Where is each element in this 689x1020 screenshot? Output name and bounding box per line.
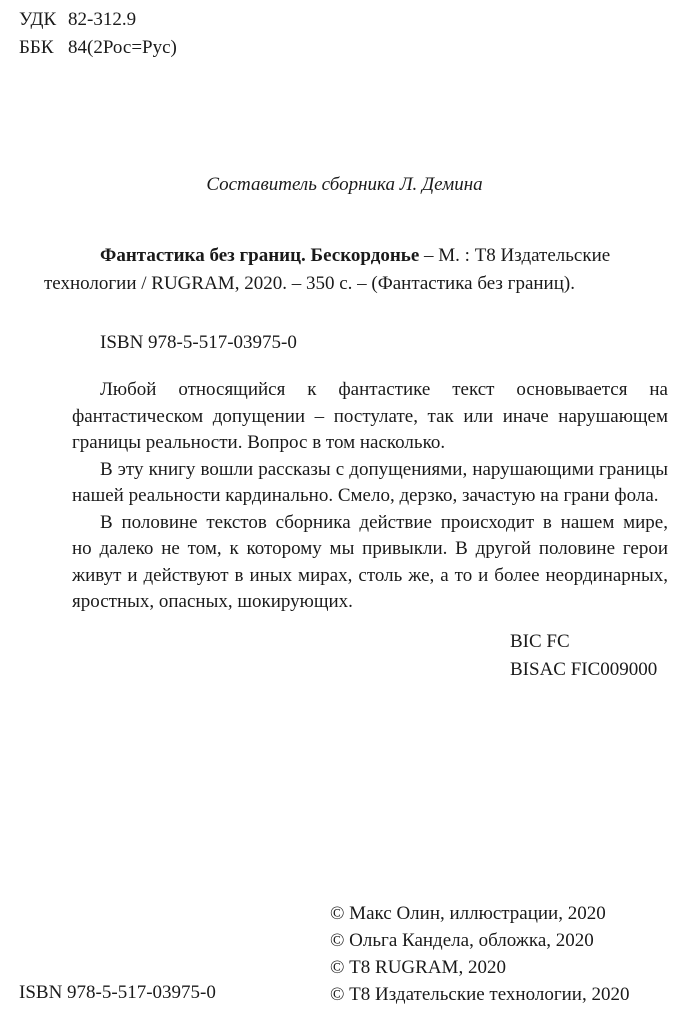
bisac-code: BISAC FIC009000 — [510, 659, 658, 680]
udk-value: 82-312.9 — [68, 9, 137, 30]
bbk-row — [19, 34, 177, 62]
annotation-line: В половине текстов сборника действие происходит в нашем мире, — [100, 511, 668, 533]
copyright-line: © Т8 RUGRAM, 2020 — [330, 957, 506, 978]
bbk-label: ББК — [19, 37, 54, 58]
classification-codes — [19, 6, 177, 62]
udk-row — [19, 6, 177, 34]
annotation-paragraph-1 — [72, 377, 668, 457]
annotation-line: живут и действуют в иных мирах, столь же, а то и более неординарных, — [72, 564, 668, 586]
book-title: Фантастика без границ. Бескордонье — [100, 245, 420, 266]
bic-code: BIC FC — [510, 631, 570, 652]
compiler-credit: Составитель сборника Л. Демина — [206, 174, 483, 195]
subject-codes — [510, 628, 657, 684]
annotation-line: границы реальности. Вопрос в том насколько. — [72, 432, 446, 453]
annotation-line: но далеко не том, к которому мы привыкли. В другой половине герои — [72, 538, 668, 559]
biblio-details: технологии / RUGRAM, 2020. – 350 с. – (Фантастика без границ). — [44, 273, 575, 294]
annotation-paragraph-2 — [72, 457, 668, 510]
annotation — [72, 377, 668, 616]
annotation-paragraph-3 — [72, 510, 668, 616]
biblio-publisher: – М. : Т8 Издательские — [419, 245, 611, 266]
copyright-block — [330, 900, 629, 1008]
copyright-line: © Ольга Кандела, обложка, 2020 — [330, 930, 594, 951]
copyright-line: © Т8 Издательские технологии, 2020 — [330, 984, 630, 1005]
udk-label: УДК — [19, 9, 57, 30]
bibliographic-record — [44, 242, 668, 298]
bbk-value: 84(2Рос=Рус) — [68, 37, 177, 58]
isbn-bottom: ISBN 978-5-517-03975-0 — [19, 982, 216, 1003]
annotation-line: фантастическом допущении – постулате, так или иначе нарушающем — [72, 405, 668, 427]
isbn-top: ISBN 978-5-517-03975-0 — [100, 332, 297, 353]
annotation-line: Любой относящийся к фантастике текст основывается на — [100, 379, 668, 400]
annotation-line: В эту книгу вошли рассказы с допущениями, нарушающими границы — [100, 458, 668, 480]
copyright-line: © Макс Олин, иллюстрации, 2020 — [330, 903, 606, 924]
annotation-line: нашей реальности кардинально. Смело, дерзко, зачастую на грани фола. — [72, 485, 659, 506]
annotation-line: яростных, опасных, шокирующих. — [72, 591, 353, 612]
